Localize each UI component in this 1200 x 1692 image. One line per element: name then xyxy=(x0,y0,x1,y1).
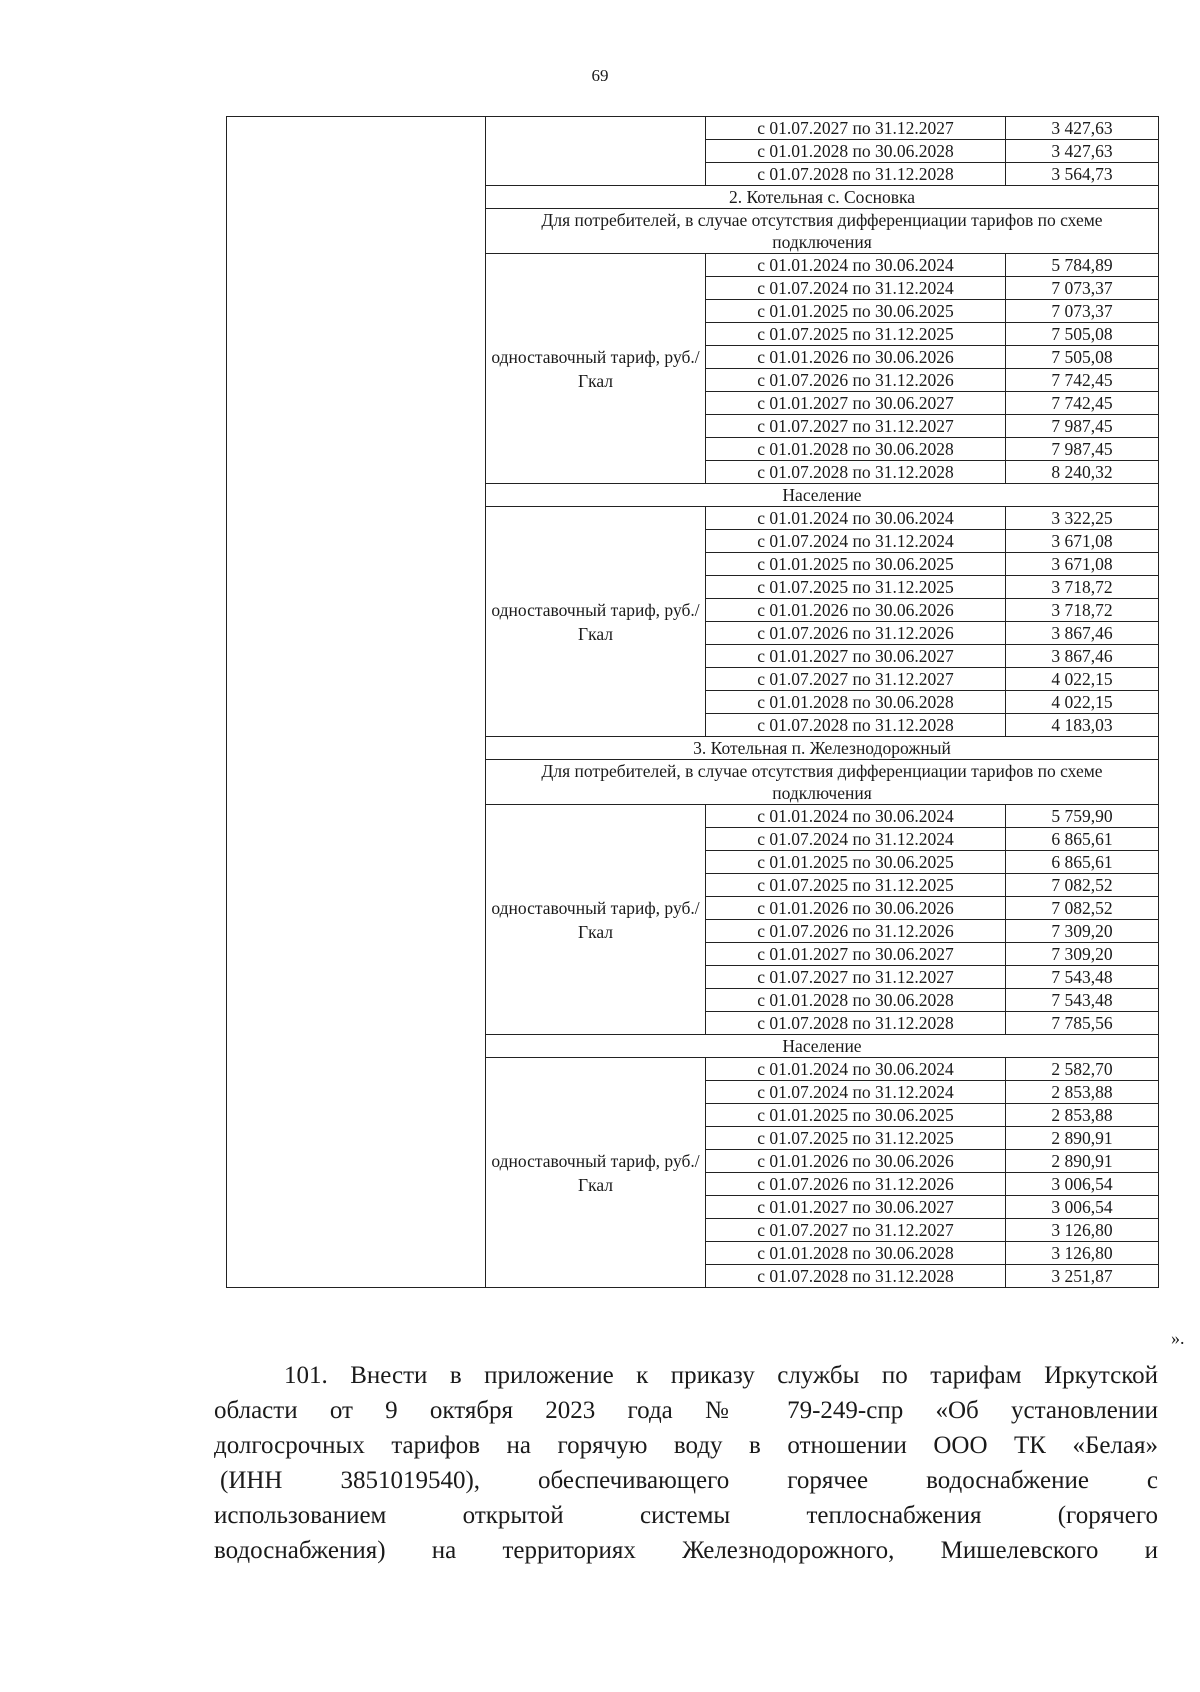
tariff-value-cell: 7 073,37 xyxy=(1006,300,1159,323)
tariff-value-cell: 4 022,15 xyxy=(1006,668,1159,691)
period-cell: с 01.07.2026 по 31.12.2026 xyxy=(706,369,1006,392)
tariff-value-cell: 7 742,45 xyxy=(1006,392,1159,415)
period-cell: с 01.07.2026 по 31.12.2026 xyxy=(706,1173,1006,1196)
tariff-value-cell: 7 505,08 xyxy=(1006,323,1159,346)
tariff-value-cell: 7 505,08 xyxy=(1006,346,1159,369)
tariff-table-body xyxy=(227,117,1159,1288)
paragraph-line: (ИНН 3851019540), обеспечивающего горячее водоснабжение с xyxy=(220,1467,1158,1494)
period-cell: с 01.01.2026 по 30.06.2026 xyxy=(706,897,1006,920)
period-cell: с 01.07.2024 по 31.12.2024 xyxy=(706,1081,1006,1104)
tariff-value-cell: 6 865,61 xyxy=(1006,828,1159,851)
period-cell: с 01.07.2024 по 31.12.2024 xyxy=(706,277,1006,300)
tariff-value-cell: 3 006,54 xyxy=(1006,1196,1159,1219)
period-cell: с 01.07.2027 по 31.12.2027 xyxy=(706,966,1006,989)
tariff-value-cell: 3 867,46 xyxy=(1006,645,1159,668)
period-cell: с 01.07.2026 по 31.12.2026 xyxy=(706,920,1006,943)
period-cell: с 01.01.2025 по 30.06.2025 xyxy=(706,851,1006,874)
boiler-title: 3. Котельная п. Железнодорожный xyxy=(486,737,1159,760)
period-cell: с 01.01.2027 по 30.06.2027 xyxy=(706,1196,1006,1219)
tariff-value-cell: 2 582,70 xyxy=(1006,1058,1159,1081)
tariff-value-cell: 3 718,72 xyxy=(1006,576,1159,599)
boiler-title: 2. Котельная с. Сосновка xyxy=(486,186,1159,209)
population-heading: Население xyxy=(486,1035,1159,1058)
tariff-value-cell: 7 309,20 xyxy=(1006,920,1159,943)
table-row xyxy=(227,117,1159,140)
period-cell: с 01.01.2025 по 30.06.2025 xyxy=(706,1104,1006,1127)
tariff-type-label: одноставочный тариф, руб./Гкал xyxy=(486,1058,706,1288)
category-cell xyxy=(486,117,706,186)
period-cell: с 01.01.2024 по 30.06.2024 xyxy=(706,1058,1006,1081)
period-cell: с 01.07.2028 по 31.12.2028 xyxy=(706,1012,1006,1035)
tariff-value-cell: 7 987,45 xyxy=(1006,438,1159,461)
period-cell: с 01.01.2024 по 30.06.2024 xyxy=(706,507,1006,530)
tariff-value-cell: 7 082,52 xyxy=(1006,874,1159,897)
tariff-value-cell: 3 671,08 xyxy=(1006,530,1159,553)
closing-quote: ». xyxy=(1171,1328,1185,1348)
left-blank-column xyxy=(227,117,486,1288)
paragraph-line: использованием открытой системы теплоснабжения (горячего xyxy=(214,1502,1158,1529)
tariff-value-cell: 5 784,89 xyxy=(1006,254,1159,277)
tariff-value-cell: 5 759,90 xyxy=(1006,805,1159,828)
period-cell: с 01.01.2024 по 30.06.2024 xyxy=(706,254,1006,277)
tariff-value-cell: 6 865,61 xyxy=(1006,851,1159,874)
tariff-value-cell: 3 322,25 xyxy=(1006,507,1159,530)
period-cell: с 01.01.2027 по 30.06.2027 xyxy=(706,392,1006,415)
period-cell: с 01.07.2025 по 31.12.2025 xyxy=(706,1127,1006,1150)
tariff-value-cell: 3 006,54 xyxy=(1006,1173,1159,1196)
tariff-value-cell: 7 309,20 xyxy=(1006,943,1159,966)
period-cell: с 01.07.2028 по 31.12.2028 xyxy=(706,461,1006,484)
period-cell: с 01.01.2028 по 30.06.2028 xyxy=(706,1242,1006,1265)
consumer-heading: Для потребителей, в случае отсутствия дифференциации тарифов по схеме подключения xyxy=(486,760,1159,805)
period-cell: с 01.01.2028 по 30.06.2028 xyxy=(706,691,1006,714)
tariff-value-cell: 7 987,45 xyxy=(1006,415,1159,438)
period-cell: с 01.01.2025 по 30.06.2025 xyxy=(706,300,1006,323)
tariff-value-cell: 3 126,80 xyxy=(1006,1242,1159,1265)
tariff-value-cell: 7 742,45 xyxy=(1006,369,1159,392)
tariff-value-cell: 7 082,52 xyxy=(1006,897,1159,920)
period-cell: с 01.07.2027 по 31.12.2027 xyxy=(706,415,1006,438)
period-cell: с 01.01.2026 по 30.06.2026 xyxy=(706,1150,1006,1173)
period-cell: с 01.01.2026 по 30.06.2026 xyxy=(706,599,1006,622)
tariff-value-cell: 3 671,08 xyxy=(1006,553,1159,576)
tariff-value-cell: 2 853,88 xyxy=(1006,1104,1159,1127)
period-cell: с 01.07.2027 по 31.12.2027 xyxy=(706,1219,1006,1242)
tariff-value-cell: 4 022,15 xyxy=(1006,691,1159,714)
paragraph-101 xyxy=(214,1358,1158,1568)
tariff-value-cell: 7 073,37 xyxy=(1006,277,1159,300)
tariff-value-cell: 7 785,56 xyxy=(1006,1012,1159,1035)
tariff-value-cell: 4 183,03 xyxy=(1006,714,1159,737)
page-number: 69 xyxy=(591,66,609,85)
tariff-value-cell: 3 718,72 xyxy=(1006,599,1159,622)
consumer-heading: Для потребителей, в случае отсутствия дифференциации тарифов по схеме подключения xyxy=(486,209,1159,254)
tariff-value-cell: 3 251,87 xyxy=(1006,1265,1159,1288)
tariff-value-cell: 8 240,32 xyxy=(1006,461,1159,484)
period-cell: с 01.07.2024 по 31.12.2024 xyxy=(706,530,1006,553)
tariff-value-cell: 3 126,80 xyxy=(1006,1219,1159,1242)
paragraph-line: долгосрочных тарифов на горячую воду в отношении ООО ТК «Белая» xyxy=(214,1432,1158,1459)
tariff-value-cell: 3 564,73 xyxy=(1006,163,1159,186)
period-cell: с 01.01.2028 по 30.06.2028 xyxy=(706,989,1006,1012)
period-cell: с 01.07.2027 по 31.12.2027 xyxy=(706,668,1006,691)
paragraph-line: водоснабжения) на территориях Железнодорожного, Мишелевского и xyxy=(214,1537,1158,1564)
period-cell: с 01.07.2028 по 31.12.2028 xyxy=(706,1265,1006,1288)
period-cell: с 01.01.2026 по 30.06.2026 xyxy=(706,346,1006,369)
tariff-value-cell: 3 427,63 xyxy=(1006,117,1159,140)
period-cell: с 01.07.2025 по 31.12.2025 xyxy=(706,576,1006,599)
tariff-type-label: одноставочный тариф, руб./Гкал xyxy=(486,254,706,484)
period-cell: с 01.01.2027 по 30.06.2027 xyxy=(706,943,1006,966)
tariff-value-cell: 2 890,91 xyxy=(1006,1127,1159,1150)
tariff-value-cell: 2 853,88 xyxy=(1006,1081,1159,1104)
period-cell: с 01.07.2027 по 31.12.2027 xyxy=(706,117,1006,140)
period-cell: с 01.07.2028 по 31.12.2028 xyxy=(706,714,1006,737)
period-cell: с 01.07.2025 по 31.12.2025 xyxy=(706,323,1006,346)
period-cell: с 01.01.2028 по 30.06.2028 xyxy=(706,438,1006,461)
period-cell: с 01.01.2024 по 30.06.2024 xyxy=(706,805,1006,828)
tariff-type-label: одноставочный тариф, руб./Гкал xyxy=(486,507,706,737)
period-cell: с 01.01.2027 по 30.06.2027 xyxy=(706,645,1006,668)
period-cell: с 01.07.2024 по 31.12.2024 xyxy=(706,828,1006,851)
tariff-type-label: одноставочный тариф, руб./Гкал xyxy=(486,805,706,1035)
population-heading: Население xyxy=(486,484,1159,507)
period-cell: с 01.01.2028 по 30.06.2028 xyxy=(706,140,1006,163)
tariff-value-cell: 3 867,46 xyxy=(1006,622,1159,645)
period-cell: с 01.01.2025 по 30.06.2025 xyxy=(706,553,1006,576)
paragraph-line: 101. Внести в приложение к приказу службы по тарифам Иркутской xyxy=(284,1362,1158,1389)
tariff-value-cell: 7 543,48 xyxy=(1006,966,1159,989)
period-cell: с 01.07.2028 по 31.12.2028 xyxy=(706,163,1006,186)
tariff-value-cell: 7 543,48 xyxy=(1006,989,1159,1012)
paragraph-line: области от 9 октября 2023 года № 79-249-спр «Об установлении xyxy=(214,1397,1158,1424)
tariff-value-cell: 2 890,91 xyxy=(1006,1150,1159,1173)
tariff-table xyxy=(226,116,1159,1288)
period-cell: с 01.07.2025 по 31.12.2025 xyxy=(706,874,1006,897)
period-cell: с 01.07.2026 по 31.12.2026 xyxy=(706,622,1006,645)
tariff-value-cell: 3 427,63 xyxy=(1006,140,1159,163)
